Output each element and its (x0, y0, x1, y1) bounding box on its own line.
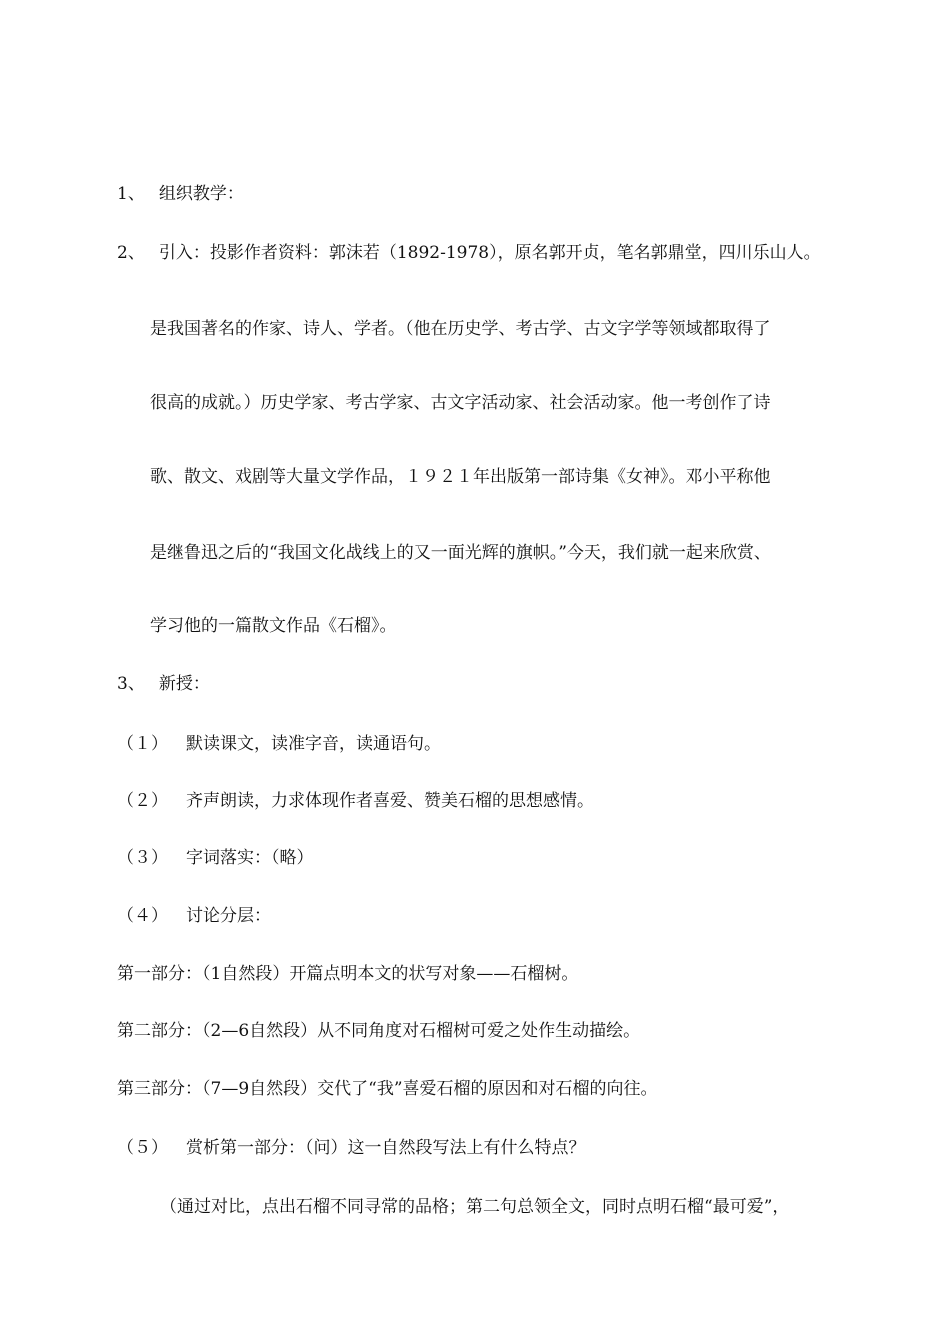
sub-item-5 (117, 1137, 586, 1159)
intro-line: 学习他的一篇散文作品《石榴》。 (150, 616, 397, 636)
part-line: 第二部分：（2—6自然段）从不同角度对石榴树可爱之处作生动描绘。 (117, 1021, 641, 1041)
item-number: 1、 (117, 184, 145, 204)
sub-text: 讨论分层： (186, 906, 271, 926)
sub-text: 齐声朗读，力求体现作者喜爱、赞美石榴的思想感情。 (186, 791, 594, 811)
part-line: 第三部分：（7—9自然段）交代了“我”喜爱石榴的原因和对石榴的向往。 (117, 1079, 658, 1099)
intro-line: 歌、散文、戏剧等大量文学作品，１９２１年出版第一部诗集《女神》。邓小平称他 (150, 467, 771, 487)
sub-item-3 (117, 847, 314, 869)
item-text: 引入：投影作者资料：郭沫若（1892-1978），原名郭开贞，笔名郭鼎堂，四川乐山人。 (158, 243, 821, 263)
sub-text: 默读课文，读准字音，读通语句。 (186, 734, 441, 754)
item-text: 新授： (158, 674, 210, 694)
sub-text: 赏析第一部分：（问）这一自然段写法上有什么特点？ (186, 1138, 586, 1158)
list-item-2 (117, 242, 821, 264)
sub-item-2 (117, 790, 594, 812)
sub-item-4 (117, 905, 271, 927)
sub-number: （４） (117, 906, 168, 926)
item-text: 组织教学： (158, 184, 244, 204)
answer-line: （通过对比，点出石榴不同寻常的品格；第二句总领全文，同时点明石榴“最可爱”， (160, 1197, 790, 1217)
intro-line: 很高的成就。）历史学家、考古学家、古文字活动家、社会活动家。他一考创作了诗 (150, 393, 771, 413)
sub-number: （５） (117, 1138, 168, 1158)
sub-number: （１） (117, 734, 168, 754)
sub-number: （３） (117, 848, 168, 868)
list-item-1 (117, 183, 244, 205)
sub-item-1 (117, 733, 441, 755)
list-item-3 (117, 673, 210, 695)
part-line: 第一部分：（1自然段）开篇点明本文的状写对象——石榴树。 (117, 964, 579, 984)
item-number: 3、 (117, 674, 145, 694)
intro-line: 是我国著名的作家、诗人、学者。（他在历史学、考古学、古文字学等领域都取得了 (150, 319, 771, 339)
sub-number: （２） (117, 791, 168, 811)
sub-text: 字词落实：（略） (186, 848, 314, 868)
item-number: 2、 (117, 243, 145, 263)
intro-line: 是继鲁迅之后的“我国文化战线上的又一面光辉的旗帜。”今天，我们就一起来欣赏、 (150, 543, 771, 563)
